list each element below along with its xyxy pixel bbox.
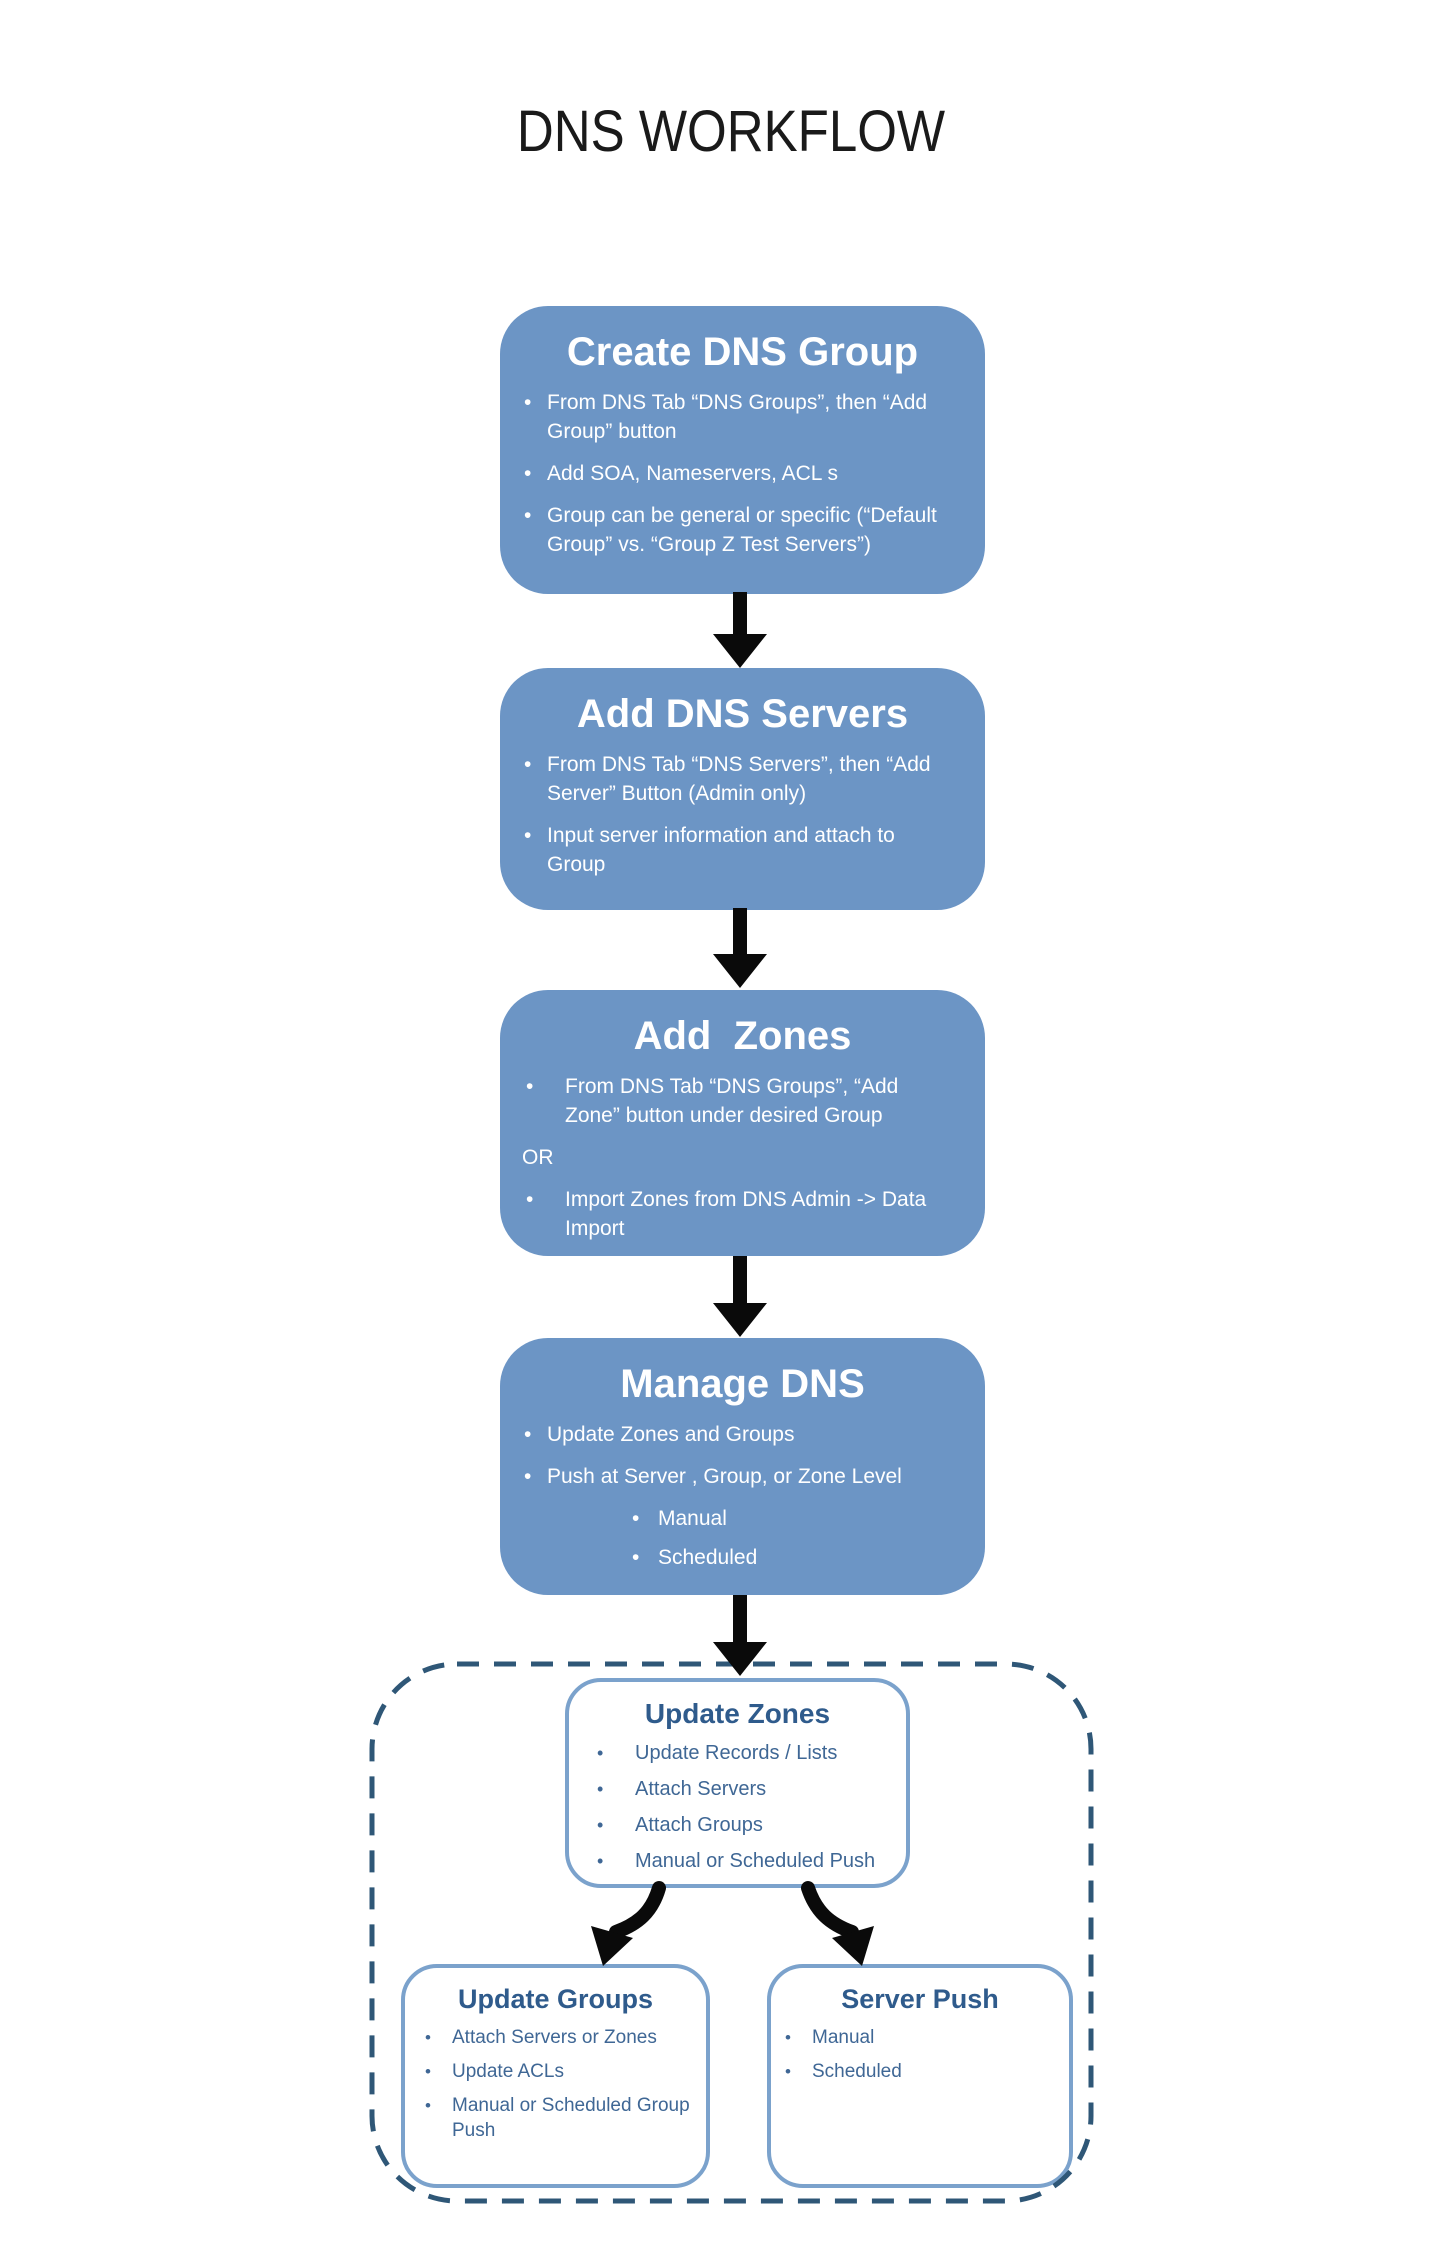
detail-box-server-push: [767, 1964, 1073, 2188]
bullet-list: [500, 1072, 985, 1130]
bullet-item: • Attach Servers: [597, 1776, 892, 1802]
bullet-item: • Push at Server , Group, or Zone Level: [518, 1462, 947, 1491]
flow-box-add-dns-servers: [500, 668, 985, 910]
bullet-list: [569, 1740, 906, 1874]
bullet-item: • Input server information and attach to Group: [518, 821, 947, 879]
bullet-item: • Update ACLs: [425, 2059, 696, 2084]
bullet-item: • Import Zones from DNS Admin -> Data Import: [518, 1185, 947, 1243]
bullet-list: [500, 750, 985, 879]
flow-box-create-dns-group: [500, 306, 985, 594]
sub-bullet-list: [632, 1504, 985, 1572]
bullet-item: • Attach Servers or Zones: [425, 2025, 696, 2050]
flow-box-title: Manage DNS: [620, 1362, 865, 1406]
flow-box-title: Add Zones: [633, 1014, 852, 1058]
bullet-item: • Manual: [785, 2025, 1059, 2050]
flow-box-add-zones: [500, 990, 985, 1256]
bullet-item: • Add SOA, Nameservers, ACL s: [518, 459, 947, 488]
arrow-down-icon-zones-to-manage: [713, 1256, 767, 1337]
bullet-list: [405, 2025, 706, 2143]
sub-bullet-item: • Manual: [632, 1504, 985, 1533]
flow-box-title: Create DNS Group: [566, 330, 919, 374]
bullet-item: • Scheduled: [785, 2059, 1059, 2084]
bullet-item: • Manual or Scheduled Group Push: [425, 2093, 696, 2143]
bullet-item: • Manual or Scheduled Push: [597, 1848, 892, 1874]
bullet-item: • Attach Groups: [597, 1812, 892, 1838]
flow-box-title: Add DNS Servers: [576, 692, 909, 736]
arrow-down-icon-create-to-servers: [713, 592, 767, 668]
detail-box-update-zones: [565, 1678, 910, 1888]
detail-box-title: Update Groups: [457, 1984, 653, 2014]
bullet-list: [500, 1420, 985, 1491]
flow-box-manage-dns: [500, 1338, 985, 1595]
page-title-text: DNS WORKFLOW: [516, 99, 946, 164]
detail-box-update-groups: [401, 1964, 710, 2188]
sub-bullet-item: • Scheduled: [632, 1543, 985, 1572]
page-title: [488, 98, 975, 165]
bullet-item: • Group can be general or specific (“Default Group” vs. “Group Z Test Servers”): [518, 501, 947, 559]
bullet-list: [771, 2025, 1069, 2084]
bullet-item: • From DNS Tab “DNS Groups”, then “Add Group” button: [518, 388, 947, 446]
bullet-item: • From DNS Tab “DNS Servers”, then “Add Server” Button (Admin only): [518, 750, 947, 808]
bullet-list: [500, 1185, 985, 1243]
detail-box-title: Update Zones: [644, 1698, 831, 1729]
detail-box-title: Server Push: [841, 1984, 999, 2014]
arrow-down-icon-servers-to-zones: [713, 908, 767, 988]
or-separator: OR: [522, 1146, 554, 1169]
bullet-item: • Update Zones and Groups: [518, 1420, 947, 1449]
bullet-item: • From DNS Tab “DNS Groups”, “Add Zone” button under desired Group: [518, 1072, 947, 1130]
bullet-list: [500, 388, 985, 559]
bullet-item: • Update Records / Lists: [597, 1740, 892, 1766]
